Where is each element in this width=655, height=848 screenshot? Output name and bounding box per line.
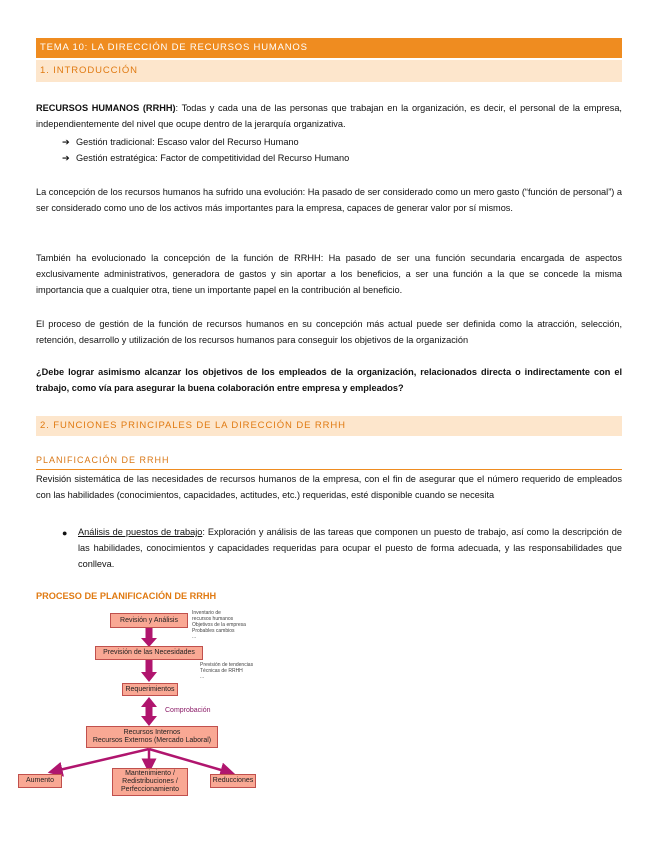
box-mantenimiento bbox=[112, 768, 188, 796]
section-funciones-header: 2. FUNCIONES PRINCIPALES DE LA DIRECCIÓN DE RRHH bbox=[36, 416, 622, 436]
intro-paragraph-3: También ha evolucionado la concepción de la función de RRHH: Ha pasado de ser una función secundaria encargada de aspectos exclusivamente administrativos, generadora de gastos y sin aportar a los beneficios, a ser una función a la que se concede la misma importancia que a cualquier otra, tiene un importante papel en la contribución al beneficio. bbox=[36, 253, 622, 295]
box-recursos-line1: Recursos Internos bbox=[123, 729, 181, 736]
analisis-puestos-paragraph bbox=[78, 524, 622, 572]
list-item bbox=[62, 134, 299, 150]
section-introduccion-header: 1. INTRODUCCIÓN bbox=[36, 60, 622, 82]
box-recursos-line2: Recursos Externos (Mercado Laboral) bbox=[92, 737, 212, 744]
box-aumento: Aumento bbox=[18, 774, 62, 788]
rrhh-term: RECURSOS HUMANOS (RRHH) bbox=[36, 103, 176, 113]
intro-paragraph-2: La concepción de los recursos humanos ha sufrido una evolución: Ha pasado de ser considerado como un mero gasto (“función de personal”) a ser considerado como uno de los activos más importantes para la empresa, capaces de generar valor por sí mismos. bbox=[36, 187, 622, 213]
analisis-definition: : Exploración y análisis de las tareas que componen un puesto de trabajo, así como la descripción de las habilidades, conocimientos y capacidades requeridas para ocupar el puesto de forma adecuada, y las responsabilidades que conlleva. bbox=[78, 527, 622, 569]
arrow-right-icon: ➔ bbox=[62, 137, 70, 147]
box-prevision: Previsión de las Necesidades bbox=[95, 646, 203, 660]
box-mantenimiento-line1: Mantenimiento / bbox=[125, 770, 175, 777]
arrow-right-icon: ➔ bbox=[62, 153, 70, 163]
planificacion-subhead: PLANIFICACIÓN DE RRHH bbox=[36, 455, 622, 470]
box-requerimientos: Requerimientos bbox=[122, 683, 178, 696]
comprobacion-label: Comprobación bbox=[165, 707, 211, 714]
list-item bbox=[62, 150, 349, 166]
rrhh-definition: : Todas y cada una de las personas que trabajan en la organización, es decir, el personal de la empresa, independientemente del nivel que ocupe dentro de la jerarquía organizativa. bbox=[36, 103, 622, 129]
box-revision: Revisión y Análisis bbox=[110, 613, 188, 628]
tema-header: TEMA 10: LA DIRECCIÓN DE RECURSOS HUMANOS bbox=[36, 38, 622, 58]
intro-paragraph-1 bbox=[36, 100, 622, 132]
diagram-title: PROCESO DE PLANIFICACIÓN DE RRHH bbox=[36, 591, 217, 601]
analisis-term: Análisis de puestos de trabajo bbox=[78, 527, 203, 537]
planificacion-paragraph: Revisión sistemática de las necesidades de recursos humanos de la empresa, con el fin de asegurar que el número requerido de empleados con las habilidades (conocimientos, capacidades, actitudes, etc.) requeridas, esté disponible cuando se necesita bbox=[36, 474, 622, 500]
intro-question: ¿Debe lograr asimismo alcanzar los objetivos de los empleados de la organización, relacionados directa o indirectamente con el trabajo, como vía para asegurar la buena colaboración entre empresa y empleados? bbox=[36, 367, 622, 393]
note-revision: Inventario de recursos humanos Objetivos de la empresa Probables cambios ... bbox=[192, 610, 246, 640]
box-reduccion: Reducciones bbox=[210, 774, 256, 788]
list-item-text: Gestión estratégica: Factor de competitividad del Recurso Humano bbox=[76, 153, 350, 163]
box-mantenimiento-line3: Perfeccionamiento bbox=[121, 786, 179, 793]
bullet-icon: ● bbox=[62, 528, 68, 538]
box-mantenimiento-line2: Redistribuciones / bbox=[122, 778, 178, 785]
intro-paragraph-4: El proceso de gestión de la función de recursos humanos en su concepción más actual puede ser definida como la atracción, selección, retención, desarrollo y utilización de los recursos humanos para conseguir los objetivos de la organización bbox=[36, 319, 622, 345]
box-recursos bbox=[86, 726, 218, 748]
note-prevision: Previsión de tendencias Técnicas de RRHH ... bbox=[200, 662, 254, 680]
list-item-text: Gestión tradicional: Escaso valor del Recurso Humano bbox=[76, 137, 299, 147]
